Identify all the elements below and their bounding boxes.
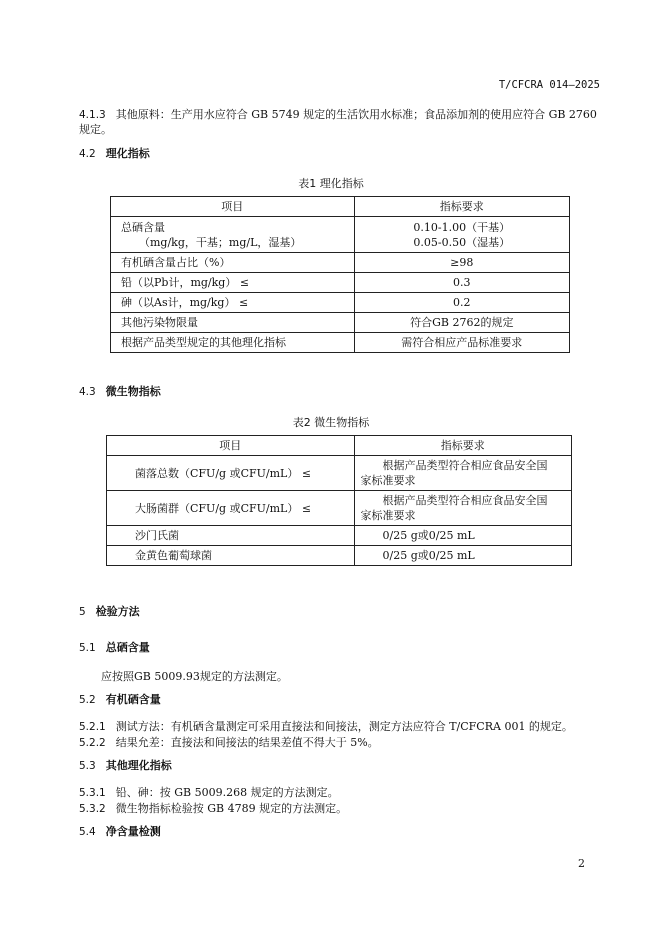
item-cell: 沙门氏菌 [107,526,355,546]
table1-caption: 表1 理化指标 [298,177,364,190]
value-text: 根据产品类型符合相应食品安全国 [382,494,548,507]
table2-caption: 表2 微生物指标 [292,416,370,429]
table-row [111,273,570,293]
clause-5-1-body: 应按照GB 5009.93规定的方法测定。 [101,670,288,683]
document-code: T/CFCRA 014—2025 [498,79,600,91]
table-row [111,313,570,333]
clause-number: 5.3.2 [79,803,106,815]
table-header-row [107,436,572,456]
value-cell [354,491,572,526]
item-cell: 砷（以As计，mg/kg） ≤ [111,293,355,313]
header-cell: 指标要求 [354,436,572,456]
section-title: 微生物指标 [105,385,161,398]
value-cell: 符合GB 2762的规定 [354,313,569,333]
section-heading-4-2 [79,145,150,161]
section-number: 5.1 [79,642,96,654]
section-number: 5.2 [79,694,96,706]
clause-text: 微生物指标检验按 GB 4789 规定的方法测定。 [115,802,348,815]
header-cell: 项目 [111,197,355,217]
item-cell: 大肠菌群（CFU/g 或CFU/mL） ≤ [107,491,355,526]
section-title: 净含量检测 [105,825,161,838]
header-cell: 项目 [107,436,355,456]
clause-5-3-2 [79,801,347,817]
section-heading-5-3 [79,757,172,773]
section-title: 理化指标 [105,147,150,160]
page-number: 2 [578,857,585,870]
clause-text: 其他原料：生产用水应符合 GB 5749 规定的生活饮用水标准；食品添加剂的使用应符合 GB 2760 [115,108,597,121]
clause-5-3-1 [79,785,339,801]
clause-5-2-1 [79,719,573,735]
clause-number: 4.1.3 [79,109,106,121]
value-text: 0.05-0.50（湿基） [413,235,511,249]
section-title: 检验方法 [95,605,140,618]
item-cell: 根据产品类型规定的其他理化指标 [111,333,355,353]
section-title: 其他理化指标 [105,759,172,772]
section-heading-5-4 [79,823,161,839]
item-cell: 金黄色葡萄球菌 [107,546,355,566]
clause-number: 5.3.1 [79,787,106,799]
item-cell: 其他污染物限量 [111,313,355,333]
value-cell: 0/25 g或0/25 mL [354,546,572,566]
clause-text: 结果允差：直接法和间接法的结果差值不得大于 5%。 [115,736,379,749]
value-cell: 0.2 [354,293,569,313]
value-cell: 需符合相应产品标准要求 [354,333,569,353]
value-text: 根据产品类型符合相应食品安全国 [382,459,548,472]
table-microbiological [106,435,572,566]
item-cell: 菌落总数（CFU/g 或CFU/mL） ≤ [107,456,355,491]
section-number: 4.2 [79,148,96,160]
value-cell: 0.3 [354,273,569,293]
value-cell [354,217,569,253]
section-number: 5.4 [79,826,96,838]
clause-5-2-2 [79,735,379,751]
clause-number: 5.2.2 [79,737,106,749]
table-header-row [111,197,570,217]
value-cell [354,456,572,491]
section-number: 4.3 [79,386,96,398]
section-heading-5 [79,603,140,619]
table-row [111,293,570,313]
table-physicochemical [110,196,570,353]
clause-text: 铅、砷：按 GB 5009.268 规定的方法测定。 [115,786,339,799]
section-number: 5.3 [79,760,96,772]
value-cell: ≥98 [354,253,569,273]
table-row [107,456,572,491]
item-cell [111,217,355,253]
section-title: 有机硒含量 [105,693,161,706]
table-row [111,253,570,273]
section-heading-5-2 [79,691,161,707]
section-heading-5-1 [79,639,150,655]
section-title: 总硒含量 [105,641,150,654]
item-cell: 有机硒含量占比（%） [111,253,355,273]
section-number: 5 [79,606,86,618]
clause-4-1-3-continuation: 规定。 [79,123,112,136]
item-text: 总硒含量 [121,220,165,234]
clause-4-1-3 [79,107,597,123]
item-cell: 铅（以Pb计，mg/kg） ≤ [111,273,355,293]
value-text: 0.10-1.00（干基） [413,220,511,234]
value-cell: 0/25 g或0/25 mL [354,526,572,546]
table-row [111,217,570,253]
table-row [107,546,572,566]
clause-text: 测试方法：有机硒含量测定可采用直接法和间接法，测定方法应符合 T/CFCRA 001 的规定。 [115,720,573,733]
item-text: （mg/kg，干基；mg/L，湿基） [139,235,302,249]
value-text: 家标准要求 [360,509,416,522]
table-row [111,333,570,353]
table-row [107,526,572,546]
table-row [107,491,572,526]
header-cell: 指标要求 [354,197,569,217]
value-text: 家标准要求 [360,474,416,487]
clause-number: 5.2.1 [79,721,106,733]
section-heading-4-3 [79,383,161,399]
